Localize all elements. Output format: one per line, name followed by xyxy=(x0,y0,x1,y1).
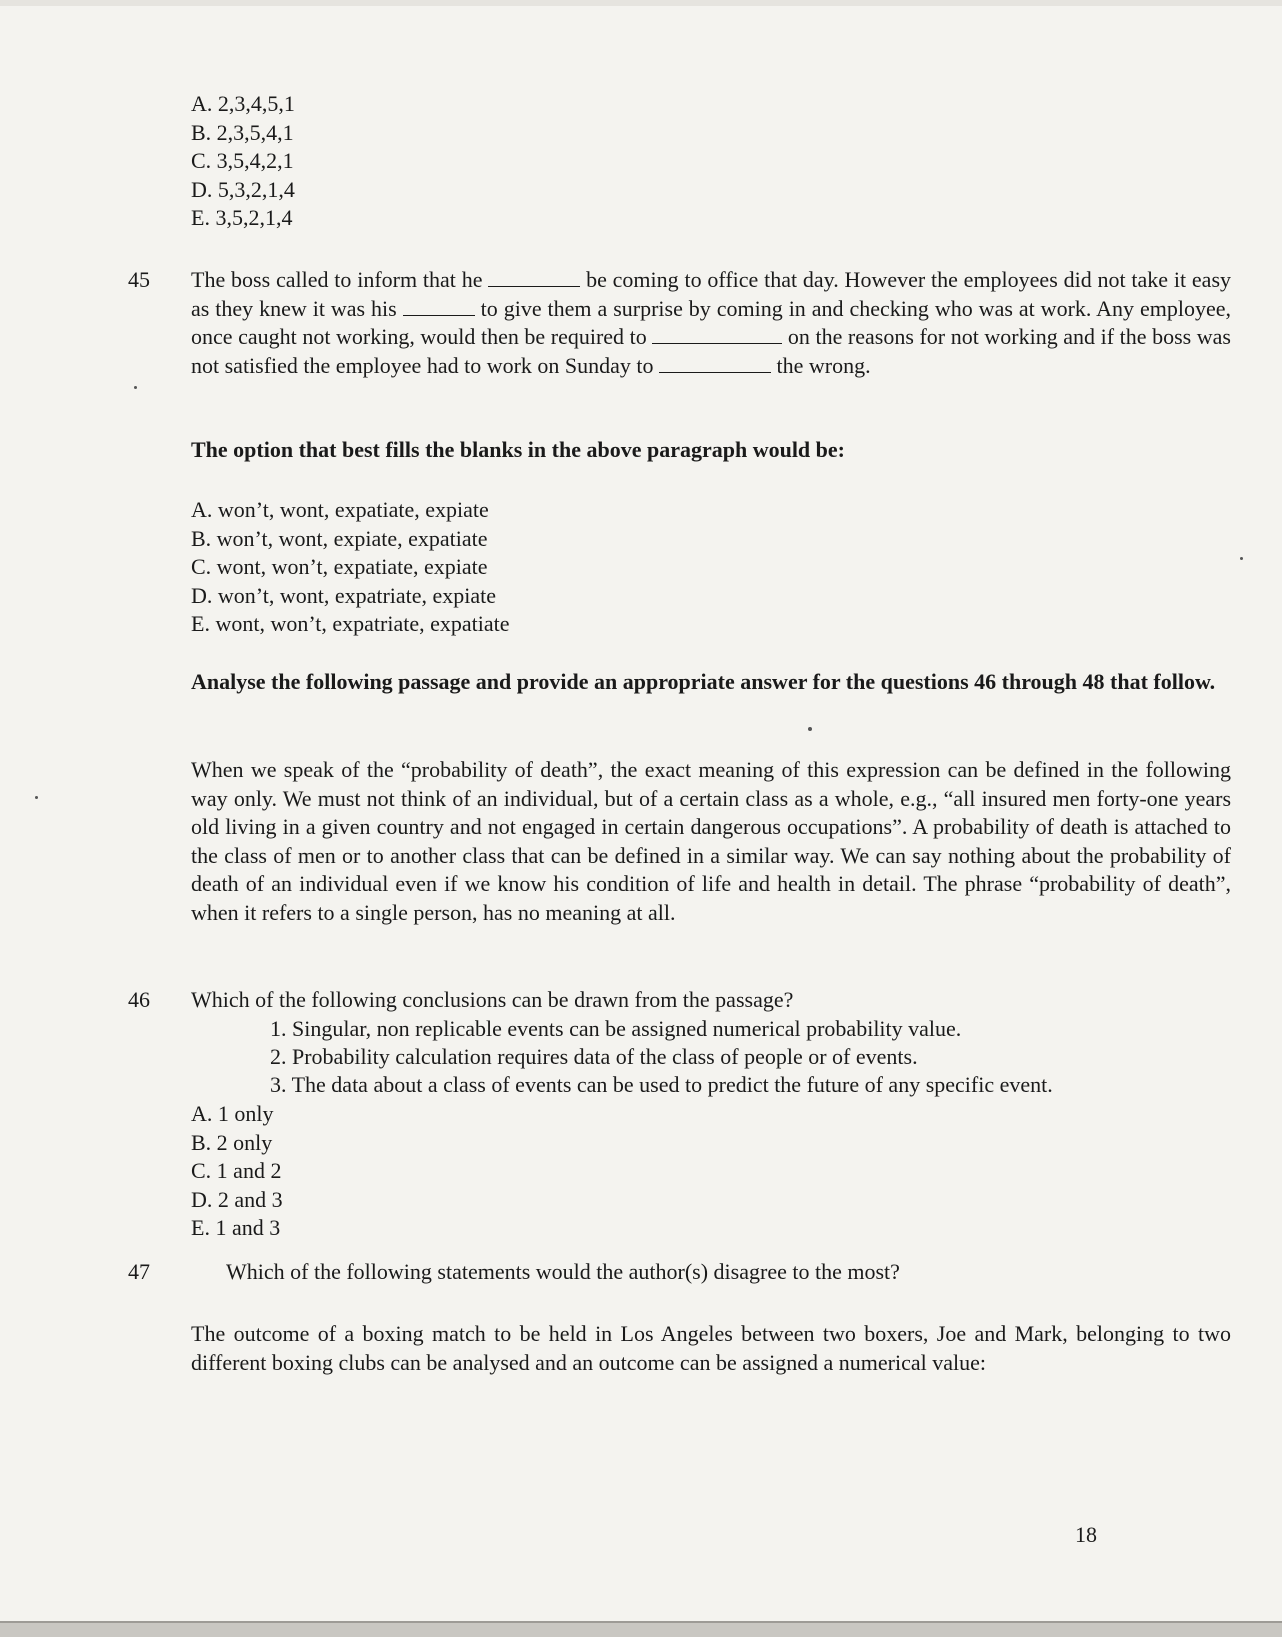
q45-text-1: The boss called to inform that he xyxy=(191,267,483,292)
q46-statements xyxy=(270,1015,1053,1099)
q45-option-a: A. won’t, wont, expatiate, expiate xyxy=(191,497,489,522)
page-top-edge xyxy=(0,0,1282,6)
q44-option-a: A. 2,3,4,5,1 xyxy=(191,91,295,116)
q46-option-c: C. 1 and 2 xyxy=(191,1158,282,1183)
q47-number: 47 xyxy=(128,1259,150,1284)
q45-text-2: be coming to office that day. However the employees did not take it easy as they knew it was his xyxy=(191,267,1232,321)
q44-option-c: C. 3,5,4,2,1 xyxy=(191,148,294,173)
q46-option-e: E. 1 and 3 xyxy=(191,1215,281,1240)
q46-number: 46 xyxy=(128,987,150,1012)
q46-option-b: B. 2 only xyxy=(191,1129,273,1155)
page-number: 18 xyxy=(1075,1522,1097,1547)
q46-question: Which of the following conclusions can be drawn from the passage? xyxy=(191,987,794,1012)
q46-statement-3: 3. The data about a class of events can be used to predict the future of any specific event. xyxy=(270,1072,1053,1097)
page-bottom-edge xyxy=(0,1621,1282,1637)
q45-number: 45 xyxy=(128,267,150,292)
q45-blank-2 xyxy=(403,297,475,316)
q46-option-a: A. 1 only xyxy=(191,1101,274,1126)
q44-option-b: B. 2,3,5,4,1 xyxy=(191,119,294,145)
q45-blank-4 xyxy=(659,354,771,373)
passage-heading: Analyse the following passage and provide an appropriate answer for the questions 46 through 48 that follow. xyxy=(191,669,1216,694)
scan-speck xyxy=(35,796,38,799)
q45-text-4: on the reasons for not working and if the boss was not satisfied the employee had to work on Sunday to xyxy=(191,324,1231,378)
q44-option-d: D. 5,3,2,1,4 xyxy=(191,176,295,202)
q47-text: The outcome of a boxing match to be held in Los Angeles between two boxers, Joe and Mark, belonging to two different boxing clubs can be analysed and an outcome can be assigned a numerical value: xyxy=(191,1321,1231,1375)
q45-text-3: to give them a surprise by coming in and checking who was at work. Any employee, once caught not working, would then be required to xyxy=(191,295,1231,349)
q45-option-c: C. wont, won’t, expatiate, expiate xyxy=(191,554,488,579)
q45-option-e: E. wont, won’t, expatriate, expatiate xyxy=(191,611,510,636)
q45-options xyxy=(191,496,509,639)
q45-blank-1 xyxy=(488,268,580,287)
q45-blank-3 xyxy=(652,325,782,344)
q44-option-e: E. 3,5,2,1,4 xyxy=(191,205,293,230)
q44-options xyxy=(191,90,295,233)
scan-speck xyxy=(1240,557,1243,560)
q45-question xyxy=(191,266,1231,380)
q46-option-d: D. 2 and 3 xyxy=(191,1186,283,1212)
scan-speck xyxy=(808,727,812,731)
q47-question: Which of the following statements would the author(s) disagree to the most? xyxy=(226,1259,900,1284)
q45-option-b: B. won’t, wont, expiate, expatiate xyxy=(191,525,488,551)
q46-statement-2: 2. Probability calculation requires data of the class of people or of events. xyxy=(270,1044,918,1069)
q45-prompt: The option that best fills the blanks in the above paragraph would be: xyxy=(191,437,845,462)
q46-options xyxy=(191,1100,283,1243)
q45-option-d: D. won’t, wont, expatriate, expiate xyxy=(191,582,497,608)
passage-text: When we speak of the “probability of death”, the exact meaning of this expression can be defined in the following way only. We must not think of an individual, but of a certain class as a whole, e.g., “all insured men forty-one years old living in a given country and not engaged in certain dangerous occupations”. A probability of death is attached to the class of men or to another class that can be defined in a similar way. We can say nothing about the probability of death of an individual even if we know his condition of life and health in detail. The phrase “probability of death”, when it refers to a single person, has no meaning at all. xyxy=(191,757,1231,925)
q45-text-5: the wrong. xyxy=(776,352,871,378)
q46-statement-1: 1. Singular, non replicable events can be assigned numerical probability value. xyxy=(270,1016,962,1041)
scan-speck xyxy=(134,386,137,389)
